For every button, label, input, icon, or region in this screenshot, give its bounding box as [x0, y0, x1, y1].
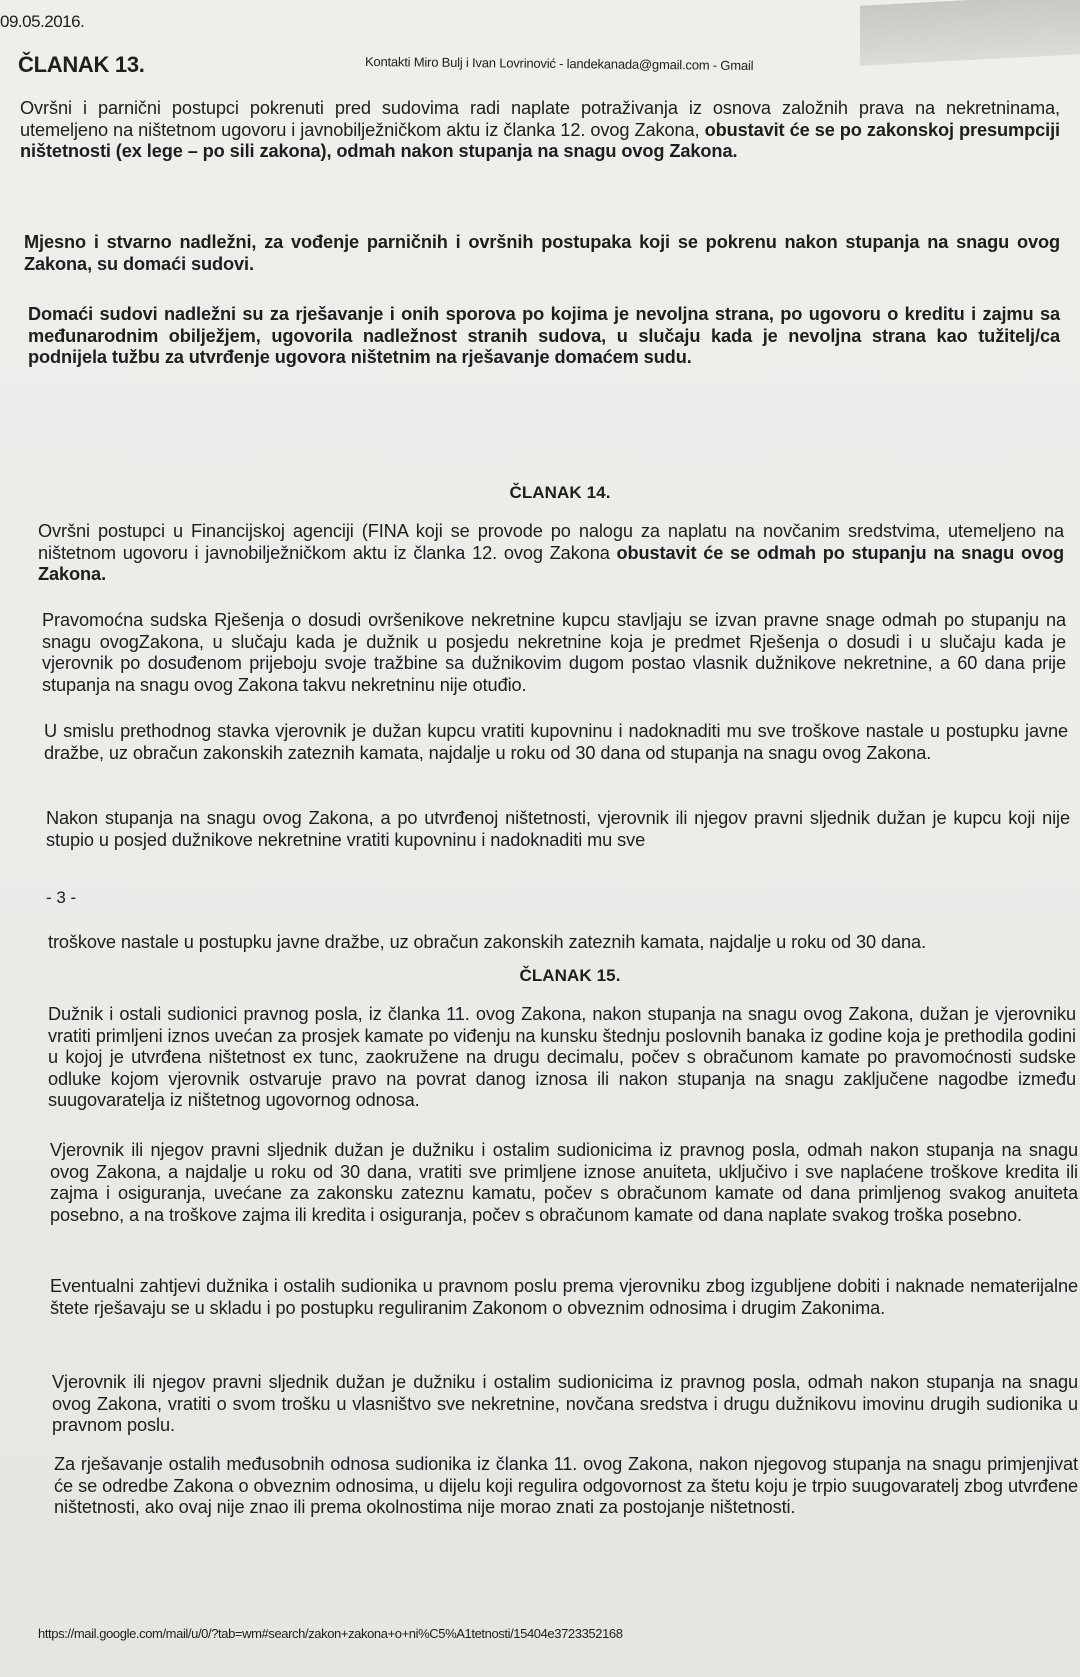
article-15-paragraph-1: Dužnik i ostali sudionici pravnog posla, iz članka 11. ovog Zakona, nakon stupanja na snagu ovog Zakona, dužan je vjerovniku vratiti primljeni iznos uvećan za prosjek kamate po viđenju na kunsku štednju poslovnih banaka iz godine koja je prethodila godini u kojoj je utvrđena ništetnost ex tunc, zaokružene na drugu decimalu, počev s obračunom kamate po pravomoćnosti sudske odluke kojom vjerovnik ostvaruje pravo na povrat danog iznosa ili nakon stupanja na snagu zaključene nagodbe između suugovaratelja iz ništetnog ugovornog odnosa. [48, 1004, 1076, 1110]
article-13-title: ČLANAK 13. [18, 52, 145, 77]
article-15-paragraph-2: Vjerovnik ili njegov pravni sljednik dužan je dužniku i ostalim sudionicima iz pravnog posla, odmah nakon stupanja na snagu ovog Zakona, a najdalje u roku od 30 dana, vratiti sve primljene iznose anuiteta, uključivo i sve naplaćene troškove kredita ili zajma i osiguranja, uvećane za zakonsku zateznu kamatu, počev s obračunom kamate od dana primljenog svakog anuiteta posebno, a na troškove zajma ili kredita i osiguranja, počev s obračunom kamate od dana naplate svakog troška posebno. [50, 1140, 1078, 1225]
article-13-paragraph-1: Ovršni i parnični postupci pokrenuti pred sudovima radi naplate potraživanja iz osnova založnih prava na nekretninama, utemeljeno na ništetnom ugovoru i javnobilježničkom aktu iz članka 12. ovog Zakona, obustavit će se po zakonskoj presumpciji ništetnosti (ex lege – po sili zakona), odmah nakon stupanja na snagu ovog Zakona. [20, 98, 1060, 161]
mail-header-title: Kontakti Miro Bulj i Ivan Lovrinović - landekanada@gmail.com - Gmail [364, 53, 754, 74]
print-date: 09.05.2016. [0, 12, 85, 31]
article-14-paragraph-3: U smislu prethodnog stavka vjerovnik je dužan kupcu vratiti kupovninu i nadoknaditi mu sve troškove nastale u postupku javne dražbe, uz obračun zakonskih zateznih kamata, najdalje u roku od 30 dana od stupanja na snagu ovog Zakona. [44, 721, 1068, 763]
article-14-title: ČLANAK 14. [509, 483, 611, 502]
article-14-paragraph-1: Ovršni postupci u Financijskoj agenciji (FINA koji se provode po nalogu za naplatu na novčanim sredstvima, utemeljeno na ništetnom ugovoru i javnobilježničkom aktu iz članka 12. ovog Zakona obustavit će se odmah po stupanju na snagu ovog Zakona. [38, 521, 1064, 584]
article-13-paragraph-2: Mjesno i stvarno nadležni, za vođenje parničnih i ovršnih postupaka koji se pokrenu nakon stupanja na snagu ovog Zakona, su domaći sudovi. [24, 232, 1060, 274]
article-13-paragraph-1-bold: obustavit će se po zakonskoj presumpciji ništetnosti (ex lege – po sili zakona), odmah nakon stupanja na snagu ovog Zakona. [20, 119, 1060, 161]
article-15-paragraph-3: Eventualni zahtjevi dužnika i ostalih sudionika u pravnom poslu prema vjerovniku zbog izgubljene dobiti i naknade nematerijalne štete rješavaju se u skladu i po postupku reguliranim Zakonom o obveznim odnosima i drugim Zakonima. [50, 1276, 1078, 1318]
article-15-paragraph-4: Vjerovnik ili njegov pravni sljednik dužan je dužniku i ostalim sudionicima iz pravnog posla, odmah nakon stupanja na snagu ovog Zakona, vratiti o svom trošku u vlasništvo sve nekretnine, novčana sredstva i drugu dužnikovu imovinu drugih sudionika u pravnom poslu. [52, 1372, 1078, 1435]
article-14-paragraph-4-continued: troškove nastale u postupku javne dražbe, uz obračun zakonskih zateznih kamata, najdalje u roku od 30 dana. [48, 932, 927, 952]
page-edge-shadow [860, 0, 1080, 66]
page-number: - 3 - [46, 888, 77, 907]
article-13-paragraph-3: Domaći sudovi nadležni su za rješavanje i onih sporova po kojima je nevoljna strana, po ugovoru o kreditu i zajmu sa međunarodnim obilježjem, ugovorila nadležnost stranih sudova, u slučaju kada je nevoljna strana kao tužitelj/ca podnijela tužbu za utvrđenje ugovora ništetnim na rješavanje domaćem sudu. [28, 304, 1060, 367]
footer-url: https://mail.google.com/mail/u/0/?tab=wm#search/zakon+zakona+o+ni%C5%A1tetnosti/15404e3723352168 [38, 1626, 623, 1641]
article-15-title: ČLANAK 15. [519, 966, 621, 985]
article-14-paragraph-4: Nakon stupanja na snagu ovog Zakona, a po utvrđenoj ništetnosti, vjerovnik ili njegov pravni sljednik dužan je kupcu koji nije stupio u posjed dužnikove nekretnine vratiti kupovninu i nadoknaditi mu sve [46, 808, 1070, 850]
article-15-paragraph-5: Za rješavanje ostalih međusobnih odnosa sudionika iz članka 11. ovog Zakona, nakon njegovog stupanja na snagu primjenjivat će se odredbe Zakona o obveznim odnosima, u dijelu koji regulira odgovornost za štetu koju je trpio suugovaratelj zbog utvrđene ništetnosti, ako ovaj nije znao ili prema okolnostima nije morao znati za postojanje ništetnosti. [54, 1454, 1078, 1517]
article-14-paragraph-2: Pravomoćna sudska Rješenja o dosudi ovršenikove nekretnine kupcu stavljaju se izvan pravne snage odmah po stupanju na snagu ovogZakona, u slučaju kada je dužnik u posjedu nekretnine koja je predmet Rješenja o dosudi i u slučaju kada je vjerovnik po dosuđenom prijeboju svoje tražbine sa dužnikovim dugom postao vlasnik dužnikove nekretnine, a 60 dana prije stupanja na snagu ovog Zakona takvu nekretninu nije otuđio. [42, 610, 1066, 695]
article-14-paragraph-1-bold: obustavit će se odmah po stupanju na snagu ovog Zakona. [38, 542, 1064, 584]
